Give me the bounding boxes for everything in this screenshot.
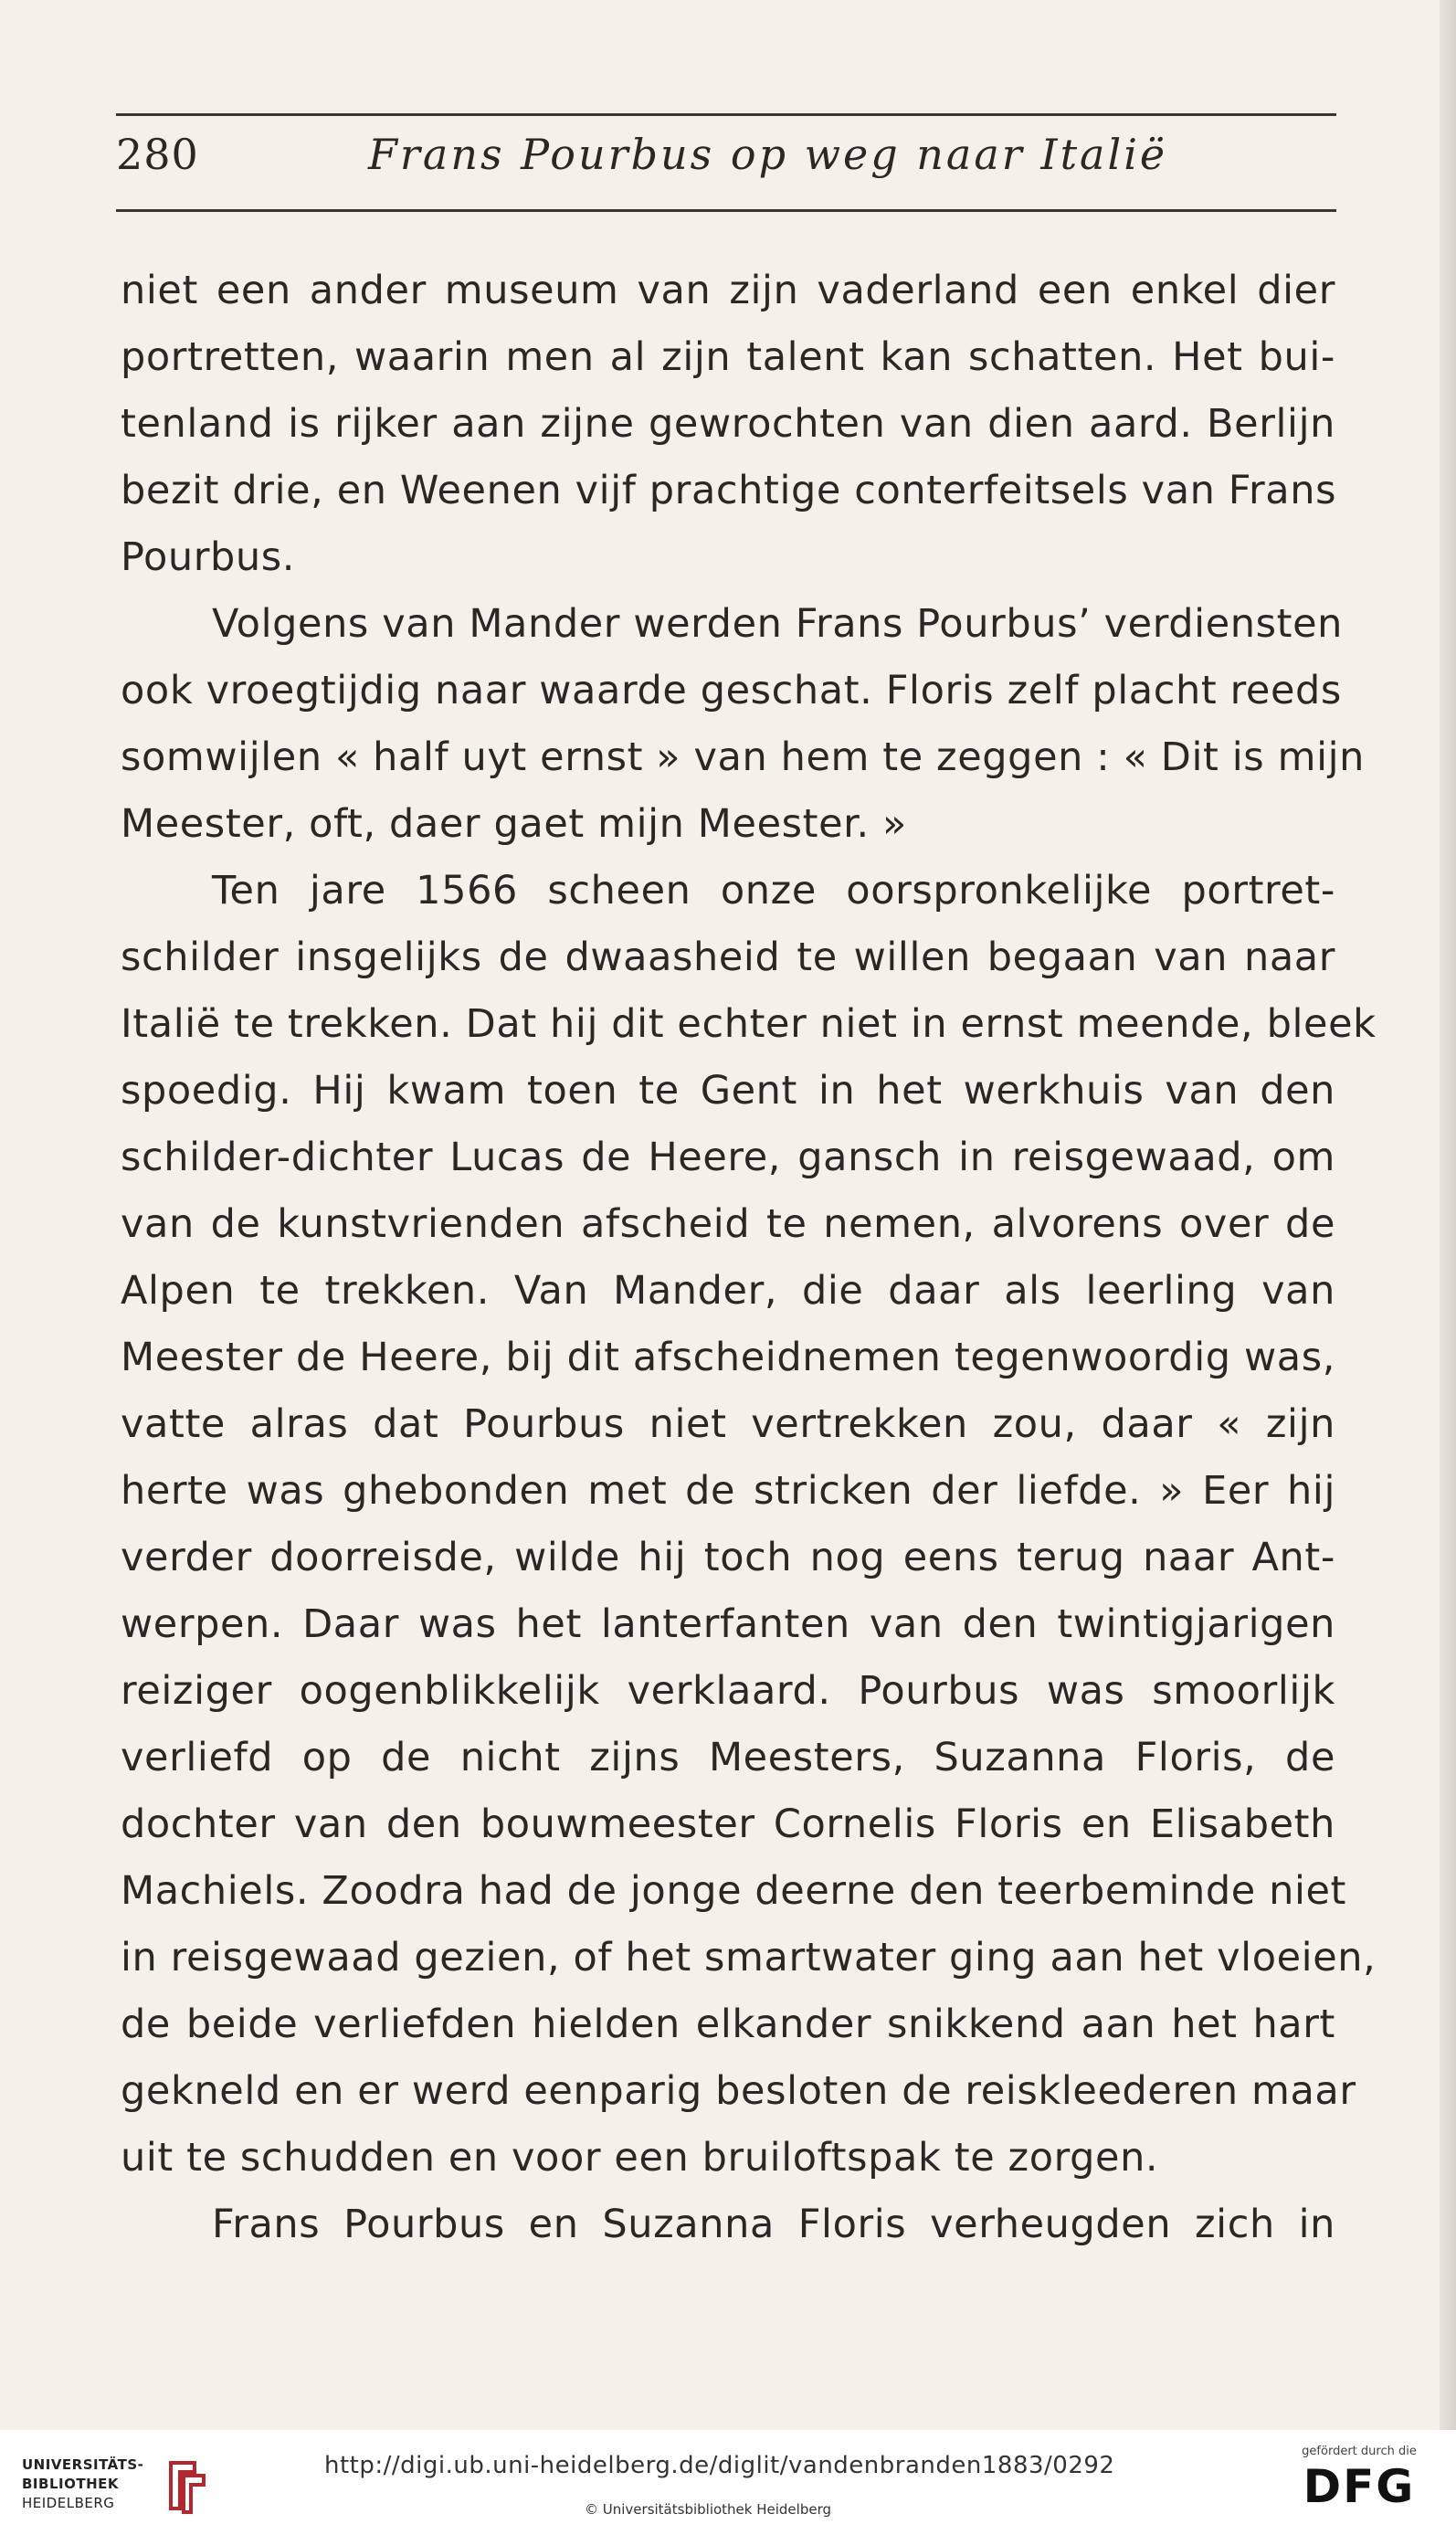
dfg-logo[interactable] [1286, 2445, 1432, 2527]
header-bottom-rule [116, 209, 1336, 212]
text-line: reiziger oogenblikkelijk verklaard. Pourbus was smoorlijk [121, 1668, 1335, 1714]
digitization-footer [0, 2430, 1456, 2535]
text-line: dochter van den bouwmeester Cornelis Floris en Elisabeth [121, 1801, 1335, 1847]
library-name: UNIVERSITÄTS- BIBLIOTHEK HEIDELBERG [22, 2456, 144, 2511]
text-line: de beide verliefden hielden elkander snikkend aan het hart [121, 2002, 1335, 2047]
page-edge-shadow [1440, 0, 1456, 2430]
text-line: Italië te trekken. Dat hij dit echter niet in ernst meende, bleek [121, 1001, 1377, 1047]
header-top-rule [116, 113, 1336, 116]
text-line: Alpen te trekken. Van Mander, die daar als leerling van [121, 1268, 1335, 1314]
text-line: verliefd op de nicht zijns Meesters, Suzanna Floris, de [121, 1735, 1335, 1780]
text-line: portretten, waarin men al zijn talent kan schatten. Het bui- [121, 334, 1335, 380]
dfg-wordmark: DFG [1303, 2460, 1416, 2513]
text-line: Volgens van Mander werden Frans Pourbus’ verdiensten [212, 601, 1343, 647]
body-text [121, 258, 1377, 2258]
text-line: tenland is rijker aan zijne gewrochten van dien aard. Berlijn [121, 401, 1335, 447]
funded-by-label: gefördert durch die [1302, 2445, 1417, 2458]
permalink-url[interactable]: http://digi.ub.uni-heidelberg.de/diglit/vandenbranden1883/0292 [324, 2452, 1115, 2479]
text-line: schilder-dichter Lucas de Heere, gansch in reisgewaad, om [121, 1135, 1335, 1180]
text-line: bezit drie, en Weenen vijf prachtige conterfeitsels van Frans [121, 468, 1337, 513]
text-line: herte was ghebonden met de stricken der liefde. » Eer hij [121, 1468, 1335, 1514]
text-line: niet een ander museum van zijn vaderland een enkel dier [121, 268, 1335, 313]
page-number: 280 [116, 130, 199, 179]
text-line: Pourbus. [121, 534, 296, 580]
text-line: spoedig. Hij kwam toen te Gent in het werkhuis van den [121, 1068, 1335, 1114]
text-line: van de kunstvrienden afscheid te nemen, alvorens over de [121, 1201, 1335, 1247]
text-line: ook vroegtijdig naar waarde geschat. Floris zelf placht reeds [121, 668, 1342, 713]
running-title: Frans Pourbus op weg naar Italië [368, 130, 1168, 179]
text-line: schilder insgelijks de dwaasheid te willen begaan van naar [121, 935, 1335, 980]
text-line: uit te schudden en voor een bruiloftspak te zorgen. [121, 2135, 1159, 2181]
text-line: in reisgewaad gezien, of het smartwater ging aan het vloeien, [121, 1935, 1377, 1980]
text-line: Machiels. Zoodra had de jonge deerne den teerbeminde niet [121, 1868, 1347, 1914]
text-line: Meester de Heere, bij dit afscheidnemen tegenwoordig was, [121, 1335, 1335, 1380]
text-line: Frans Pourbus en Suzanna Floris verheugden zich in [212, 2202, 1335, 2247]
text-line: gekneld en er werd eenparig besloten de reiskleederen maar [121, 2068, 1356, 2114]
running-header [116, 126, 1336, 199]
text-line: werpen. Daar was het lanterfanten van den twintigjarigen [121, 1601, 1335, 1647]
text-line: somwijlen « half uyt ernst » van hem te zeggen : « Dit is mijn [121, 734, 1366, 780]
copyright-notice: © Universitätsbibliothek Heidelberg [585, 2501, 832, 2518]
text-line: verder doorreisde, wilde hij toch nog eens terug naar Ant- [121, 1535, 1335, 1580]
library-logo[interactable] [22, 2456, 205, 2519]
text-line: vatte alras dat Pourbus niet vertrekken zou, daar « zijn [121, 1401, 1335, 1447]
text-line: Meester, oft, daer gaet mijn Meester. » [121, 801, 907, 847]
library-emblem-icon [164, 2457, 209, 2514]
text-line: Ten jare 1566 scheen onze oorspronkelijke portret- [212, 868, 1335, 914]
